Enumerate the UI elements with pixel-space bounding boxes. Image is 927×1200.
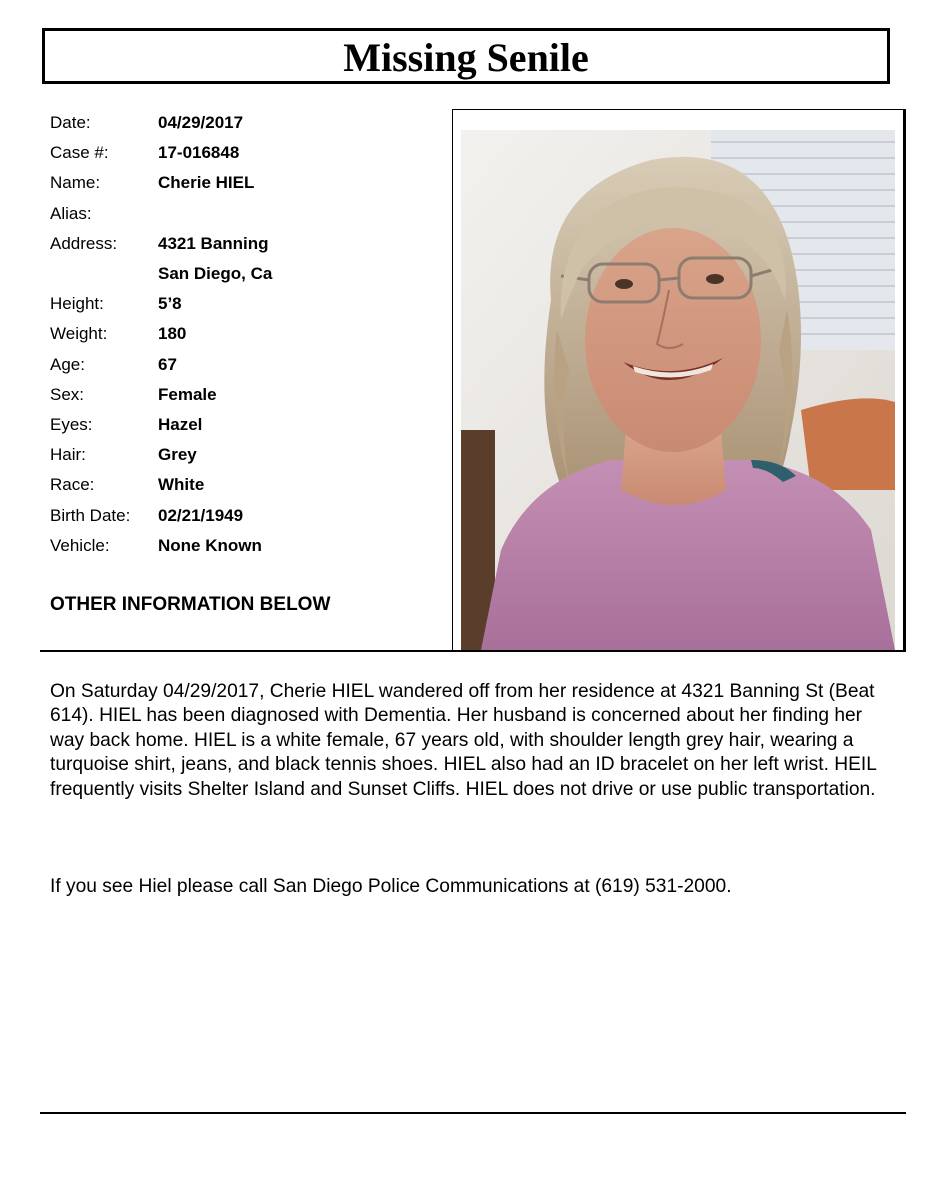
info-label: Name: (50, 173, 101, 193)
info-row-weight (50, 319, 440, 349)
info-row-age (50, 350, 440, 380)
info-value: White (158, 475, 205, 495)
info-row-address-line2 (50, 259, 440, 289)
info-value: 67 (158, 354, 177, 374)
info-row-height (50, 289, 440, 319)
info-value: Grey (158, 445, 197, 465)
info-label: Vehicle: (50, 535, 110, 555)
narrative-text: On Saturday 04/29/2017, Cherie HIEL wandered off from her residence at 4321 Banning St (Beat 614). HIEL has been diagnosed with Dementia. Her husband is concerned about her finding her way back home. HIEL is a white female, 67 years old, with shoulder length grey hair, wearing a turquoise shirt, jeans, and black tennis shoes. HIEL also had an ID bracelet on her left wrist. HEIL frequently visits Shelter Island and Sunset Cliffs. HIEL does not drive or use public transportation. (50, 681, 877, 800)
info-value: 17-016848 (158, 143, 240, 163)
info-label: Address: (50, 233, 118, 253)
info-row-address (50, 229, 440, 259)
title-box (42, 28, 890, 84)
info-row-date (50, 108, 440, 138)
info-value: Hazel (158, 414, 203, 434)
info-value: 04/29/2017 (158, 113, 244, 133)
divider (40, 1112, 906, 1114)
other-information-heading: OTHER INFORMATION BELOW (50, 594, 331, 615)
info-label: Sex: (50, 384, 85, 404)
info-row-alias (50, 199, 440, 229)
info-row-case (50, 138, 440, 168)
info-label: Alias: (50, 203, 92, 223)
info-value: Cherie HIEL (158, 173, 255, 193)
info-label: Birth Date: (50, 505, 131, 525)
info-value: 5’8 (158, 294, 182, 314)
info-row-sex (50, 380, 440, 410)
info-value: 4321 Banning (158, 233, 269, 253)
info-value: Female (158, 384, 217, 404)
info-label: Hair: (50, 445, 86, 465)
contact-callout: If you see Hiel please call San Diego Police Communications at (619) 531-2000. (50, 876, 732, 897)
info-label: Weight: (50, 324, 108, 344)
info-label: Height: (50, 294, 104, 314)
info-value: None Known (158, 535, 262, 555)
photo-frame (452, 109, 906, 651)
info-table (50, 108, 440, 561)
page-title: Missing Senile (343, 35, 589, 80)
info-value: 02/21/1949 (158, 505, 244, 525)
info-row-eyes (50, 410, 440, 440)
info-label: Date: (50, 113, 91, 133)
info-value: 180 (158, 324, 187, 344)
info-row-birth-date (50, 500, 440, 530)
info-row-name (50, 168, 440, 198)
info-value: San Diego, Ca (158, 264, 273, 284)
info-label: Eyes: (50, 414, 93, 434)
info-row-vehicle (50, 531, 440, 561)
info-label: Race: (50, 475, 95, 495)
info-row-race (50, 470, 440, 500)
subject-photo (461, 130, 895, 650)
portrait-illustration (461, 130, 895, 650)
info-label: Case #: (50, 143, 109, 163)
divider (40, 650, 906, 652)
info-row-hair (50, 440, 440, 470)
info-label: Age: (50, 354, 85, 374)
